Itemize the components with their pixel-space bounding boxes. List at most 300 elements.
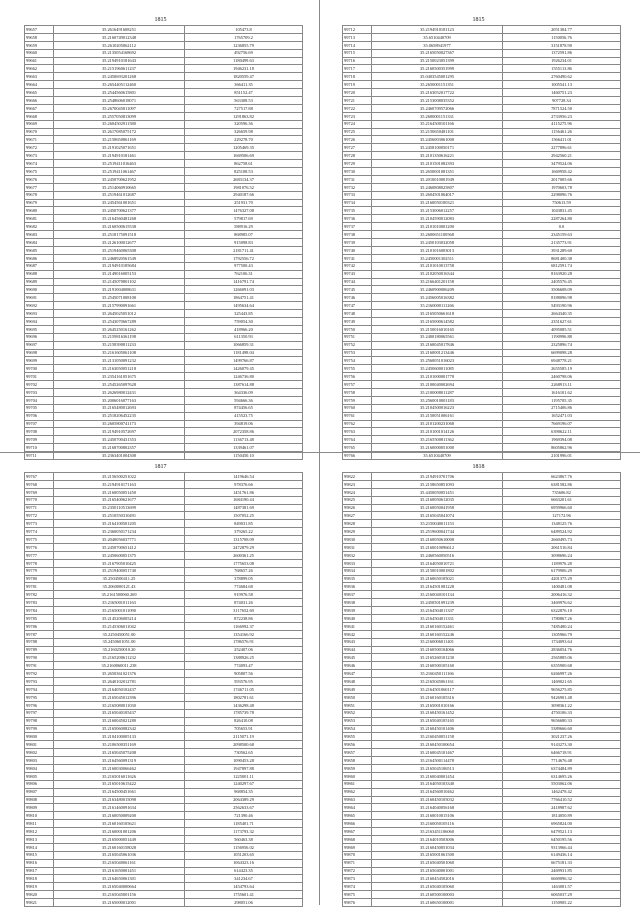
table-row [25,412,303,420]
table-row [343,341,621,349]
reference-cell: 35.2161460091634 [54,804,185,812]
table-row [343,365,621,373]
amount-cell: 7871524.50 [503,104,621,112]
row-id-cell: 99834 [343,567,372,575]
amount-cell: 1064323.16 [185,859,303,867]
row-id-cell: 99797 [25,709,54,717]
reference-cell: 35.2450601051.00 [54,638,185,646]
table-row [343,349,621,357]
amount-cell: 394819.06 [185,420,303,428]
row-id-cell: 99730 [343,168,372,176]
reference-cell: 35.2194910701706 [372,473,503,481]
amount-cell: 1495634.64 [185,302,303,310]
reference-cell: 35.2519460065308 [54,246,185,254]
data-table [342,472,621,907]
amount-cell: 7669196.07 [503,420,621,428]
reference-cell: 35.2167905010425 [54,559,185,567]
row-id-cell: 99838 [343,599,372,607]
reference-cell: 35.2545071008100 [54,294,185,302]
amount-cell: 2115071.19 [185,733,303,741]
table-row [343,199,621,207]
amount-cell: 868985.07 [185,231,303,239]
reference-cell: 35.2165045061036 [54,851,185,859]
table-row [25,693,303,701]
table-row [25,49,303,57]
amount-cell: 8605862.96 [503,444,621,452]
row-id-cell: 99659 [25,41,54,49]
amount-cell: 1926234.01 [503,57,621,65]
row-id-cell: 99835 [343,575,372,583]
row-id-cell: 99856 [343,741,372,749]
table-row [25,741,303,749]
row-id-cell: 99783 [25,599,54,607]
row-id-cell: 99799 [25,725,54,733]
table-row [343,302,621,310]
reference-cell: 35.2160050100321 [372,199,503,207]
row-id-cell: 99704 [25,396,54,404]
amount-cell: 1669506.69 [185,152,303,160]
amount-cell: 4750106.33 [503,709,621,717]
amount-cell: 1181498.04 [185,349,303,357]
reference-cell: 35.2160040001454 [372,772,503,780]
table-row [25,725,303,733]
table-row [25,717,303,725]
amount-cell: 907728.34 [503,97,621,105]
reference-cell: 35.2135054168692 [54,49,185,57]
row-id-cell: 99787 [25,630,54,638]
row-id-cell: 99872 [343,867,372,875]
amount-cell: 2562633.67 [185,804,303,812]
table-row [25,239,303,247]
row-id-cell: 99727 [343,144,372,152]
table-row [25,89,303,97]
row-id-cell: 99763 [343,428,372,436]
row-id-cell: 99666 [25,97,54,105]
table-row [343,381,621,389]
amount-cell: 1820559.47 [185,73,303,81]
reference-cell: 35.2145070801102 [54,278,185,286]
row-id-cell: 99733 [343,191,372,199]
row-id-cell: 99805 [25,772,54,780]
table-row [343,294,621,302]
table-row [25,764,303,772]
amount-cell: 105473.8 [185,26,303,34]
table-row [343,223,621,231]
reference-cell: 35.2161650001451 [54,867,185,875]
reference-cell: 35.2165045106513 [372,764,503,772]
reference-cell: 35.2160500104066 [372,646,503,654]
table-row [343,160,621,168]
reference-cell: 35.2165080011030 [54,701,185,709]
table-row [343,883,621,891]
table-row [343,207,621,215]
row-id-cell: 99723 [343,112,372,120]
data-table [24,472,303,907]
table-row [25,615,303,623]
amount-cell: 919976.58 [185,591,303,599]
reference-cell: 35.2165000614582 [372,317,503,325]
row-id-cell: 99746 [343,294,372,302]
reference-cell: 35.2168700802357 [54,444,185,452]
page-title: 1817 [154,464,167,470]
table-row [343,239,621,247]
row-id-cell: 99870 [343,851,372,859]
row-id-cell: 99662 [25,65,54,73]
row-id-cell: 99715 [343,49,372,57]
amount-cell: 1180499.63 [185,57,303,65]
row-id-cell: 99767 [25,473,54,481]
row-id-cell: 99849 [343,686,372,694]
amount-cell: 364336.09 [185,388,303,396]
row-id-cell: 99734 [343,199,372,207]
row-id-cell: 99736 [343,215,372,223]
table-row [343,749,621,757]
row-id-cell: 99718 [343,73,372,81]
row-id-cell: 99816 [25,859,54,867]
reference-cell: 35.2557050813099 [54,112,185,120]
amount-cell: 1166992.37 [185,622,303,630]
reference-cell: 35.2101016003013 [372,246,503,254]
table-row [343,231,621,239]
reference-cell: 35.2548606018071 [54,97,185,105]
amount-cell: 727517.88 [185,104,303,112]
table-row [25,646,303,654]
amount-cell: 6322876.10 [503,607,621,615]
row-id-cell: 99829 [343,528,372,536]
table-row [343,820,621,828]
page-panel-4 [342,463,621,907]
table-row [25,504,303,512]
row-id-cell: 99721 [343,97,372,105]
reference-cell: 35.2160045017846 [372,341,503,349]
reference-cell: 35.2654405112460 [54,81,185,89]
amount-cell: 3098696.24 [503,551,621,559]
reference-cell: 35.2165050661618 [372,310,503,318]
table-row [25,444,303,452]
reference-cell: 35.2160006011401 [372,638,503,646]
reference-cell: 35.2160749012348 [54,33,185,41]
row-id-cell: 99717 [343,65,372,73]
table-row [25,41,303,49]
row-id-cell: 99737 [343,223,372,231]
reference-cell: 35.2164504011337 [372,607,503,615]
amount-cell: 1339461.07 [185,444,303,452]
table-row [343,891,621,899]
table-row [25,654,303,662]
amount-cell: 2351627.61 [503,317,621,325]
amount-cell: 6374484.89 [503,764,621,772]
row-id-cell: 99710 [25,444,54,452]
table-row [25,843,303,851]
row-id-cell: 99869 [343,843,372,851]
table-row [343,843,621,851]
row-id-cell: 99689 [25,278,54,286]
reference-cell: 35.2160045101467 [372,749,503,757]
amount-cell: 1476327.08 [185,207,303,215]
reference-cell: 35.2164504011331 [372,615,503,623]
table-row [343,583,621,591]
amount-cell: 2760490.62 [503,73,621,81]
table-row [25,317,303,325]
reference-cell: 35.2519400051740 [54,567,185,575]
table-row [343,175,621,183]
table-row [343,183,621,191]
table-row [25,733,303,741]
reference-cell: 35.2164050010721 [372,559,503,567]
table-row [25,686,303,694]
reference-cell: 35.2104100005133 [54,733,185,741]
reference-cell: 35.2150023051399 [372,57,503,65]
reference-cell: 35.0403545001295 [372,73,503,81]
amount-cell: 1454793.64 [185,883,303,891]
amount-cell: 6699098.28 [503,349,621,357]
row-id-cell: 99749 [343,317,372,325]
table-row [343,81,621,89]
reference-cell: 35.2151960611237 [54,65,185,73]
page-title: 1818 [472,464,485,470]
amount-cell: 1066859.31 [185,341,303,349]
table-row [25,262,303,270]
table-row [25,231,303,239]
table-row [343,693,621,701]
reference-cell: 35.2165045001156 [54,891,185,899]
reference-cell: 35.2650001151351 [372,81,503,89]
table-row [25,875,303,883]
reference-cell: 35.2160160105316 [372,693,503,701]
amount-cell: 1090453.28 [185,757,303,765]
row-id-cell: 99784 [25,607,54,615]
row-id-cell: 99702 [25,381,54,389]
reference-cell: 35.2160050041958 [372,504,503,512]
table-row [25,559,303,567]
reference-cell: 35.2450700431353 [54,436,185,444]
row-id-cell: 99770 [25,496,54,504]
row-id-cell: 99665 [25,89,54,97]
reference-cell: 35.2106500351169 [54,741,185,749]
amount-cell: 560463.38 [185,835,303,843]
table-row [25,128,303,136]
row-id-cell: 99754 [343,357,372,365]
amount-cell: 4115275.96 [503,120,621,128]
reference-cell: 35.2149016005153 [54,270,185,278]
row-id-cell: 99854 [343,725,372,733]
table-row [343,65,621,73]
row-id-cell: 99806 [25,780,54,788]
table-row [343,57,621,65]
row-id-cell: 99658 [25,33,54,41]
row-id-cell: 99755 [343,365,372,373]
amount-cell: 593576.95 [185,678,303,686]
reference-cell: 35.2101010013758 [372,262,503,270]
reference-cell: 35.2006016077163 [54,396,185,404]
amount-cell: 415523.75 [185,412,303,420]
reference-cell: 35.2163052017722 [372,89,503,97]
table-row [25,215,303,223]
amount-cell: 1051203.65 [185,851,303,859]
reference-cell: 35.2191025071651 [54,144,185,152]
amount-cell: 1436298.48 [185,701,303,709]
amount-cell: 2298096.76 [503,191,621,199]
row-id-cell: 99860 [343,772,372,780]
row-id-cell: 99672 [25,144,54,152]
amount-cell: 366411.35 [185,81,303,89]
reference-cell: 35.2350110513699 [54,504,185,512]
reference-cell: 35.2164560091319 [54,757,185,765]
reference-cell: 35.2250450051.00 [54,630,185,638]
row-id-cell: 99766 [343,452,372,460]
table-row [25,254,303,262]
amount-cell: 2655585.19 [503,365,621,373]
reference-cell: 35.2010010001949 [372,175,503,183]
amount-cell: 588916.29 [185,223,303,231]
amount-cell: 874031.26 [185,599,303,607]
row-id-cell: 99863 [343,796,372,804]
row-id-cell: 99846 [343,662,372,670]
amount-cell: 2405576.45 [503,278,621,286]
table-row [343,512,621,520]
row-id-cell: 99697 [25,341,54,349]
table-row [25,97,303,105]
reference-cell: 35.2163451106060 [372,828,503,836]
data-table [24,25,303,460]
row-id-cell: 99773 [25,520,54,528]
table-row [343,741,621,749]
row-id-cell: 99690 [25,286,54,294]
amount-cell: 1780867.26 [503,615,621,623]
row-id-cell: 99814 [25,843,54,851]
reference-cell: 35.2543070667289 [54,317,185,325]
row-id-cell: 99852 [343,709,372,717]
amount-cell: 1305966.79 [503,630,621,638]
reference-cell: 35.2468920561549 [54,254,185,262]
amount-cell: 1460751.23 [503,89,621,97]
amount-cell: 978376.66 [185,480,303,488]
amount-cell: 418966.20 [185,325,303,333]
table-row [25,349,303,357]
row-id-cell: 99664 [25,81,54,89]
reference-cell: 35.2160160158028 [54,843,185,851]
amount-cell: 1684190.44 [185,496,303,504]
reference-cell: 35.2158650851093 [372,480,503,488]
table-row [343,567,621,575]
row-id-cell: 99850 [343,693,372,701]
row-id-cell: 99837 [343,591,372,599]
row-id-cell: 99706 [25,412,54,420]
amount-cell: 2268913.11 [503,381,621,389]
row-id-cell: 99782 [25,591,54,599]
table-row [343,325,621,333]
reference-cell: 35.2160450161452 [372,709,503,717]
row-id-cell: 99761 [343,412,372,420]
amount-cell: 341234.67 [185,875,303,883]
table-row [343,804,621,812]
row-id-cell: 99716 [343,57,372,65]
table-row [343,333,621,341]
table-row [343,670,621,678]
table-row [25,183,303,191]
row-id-cell: 99832 [343,551,372,559]
table-row [25,160,303,168]
row-id-cell: 99809 [25,804,54,812]
table-row [343,480,621,488]
row-id-cell: 99815 [25,851,54,859]
row-id-cell: 99743 [343,270,372,278]
reference-cell: 35.2166401201158 [372,278,503,286]
amount-cell: 127172.96 [503,512,621,520]
amount-cell: 759054.30 [185,317,303,325]
row-id-cell: 99747 [343,302,372,310]
reference-cell: 35.2164100501205 [54,520,185,528]
table-row [343,412,621,420]
amount-cell: 3117652.69 [185,607,303,615]
amount-cell: 1469021.65 [503,678,621,686]
reference-cell: 35.2104500016223 [372,404,503,412]
row-id-cell: 99739 [343,239,372,247]
row-id-cell: 99705 [25,404,54,412]
reference-cell: 35.2165010615422 [54,780,185,788]
table-row [343,528,621,536]
amount-cell: 3469976.62 [503,599,621,607]
reference-cell: 35.2545265097628 [54,381,185,389]
row-id-cell: 99794 [25,686,54,694]
reference-cell: 35.2100040002694 [372,381,503,389]
amount-cell: 3479524.06 [503,160,621,168]
amount-cell: 1792556.72 [185,254,303,262]
amount-cell: 1864751.41 [185,294,303,302]
amount-cell: 1400481.08 [503,583,621,591]
row-id-cell: 99685 [25,246,54,254]
table-row [343,867,621,875]
reference-cell: 35.2165040105437 [54,709,185,717]
table-row [343,496,621,504]
amount-cell: 1246736.80 [185,373,303,381]
table-row [343,772,621,780]
reference-cell: 35.2458100050171 [372,144,503,152]
row-id-cell: 99820 [25,891,54,899]
amount-cell: 968854.35 [185,788,303,796]
reference-cell: 35.2160500100003 [372,891,503,899]
amount-cell: 298051.06 [185,899,303,907]
amount-cell: 1189976.28 [503,559,621,567]
amount-cell: 1043831.45 [503,207,621,215]
row-id-cell: 99759 [343,396,372,404]
row-id-cell: 99771 [25,504,54,512]
reference-cell: 35.2626980012431 [54,388,185,396]
reference-cell: 35.2460709572066 [372,104,503,112]
amount-cell: 2469931.85 [503,867,621,875]
table-row [343,152,621,160]
reference-cell: 35.2165000051449 [54,835,185,843]
amount-cell: 1765709.2 [185,33,303,41]
row-id-cell: 99790 [25,654,54,662]
row-id-cell: 99841 [343,622,372,630]
table-row [343,215,621,223]
row-id-cell: 99811 [25,820,54,828]
row-id-cell: 99671 [25,136,54,144]
table-row [343,168,621,176]
amount-cell: 1156956.02 [185,843,303,851]
reference-cell: 35.2456003061000 [372,136,503,144]
reference-cell: 35.2504500411.25 [54,575,185,583]
amount-cell: 7714676.48 [503,757,621,765]
amount-cell: 6663201.61 [503,496,621,504]
row-id-cell: 99847 [343,670,372,678]
table-row [25,496,303,504]
reference-cell: 35.2101501082393 [372,160,503,168]
reference-cell: 35.2160050009200 [54,812,185,820]
reference-cell: 35.2650001081351 [372,168,503,176]
amount-cell: 1387614.88 [185,381,303,389]
